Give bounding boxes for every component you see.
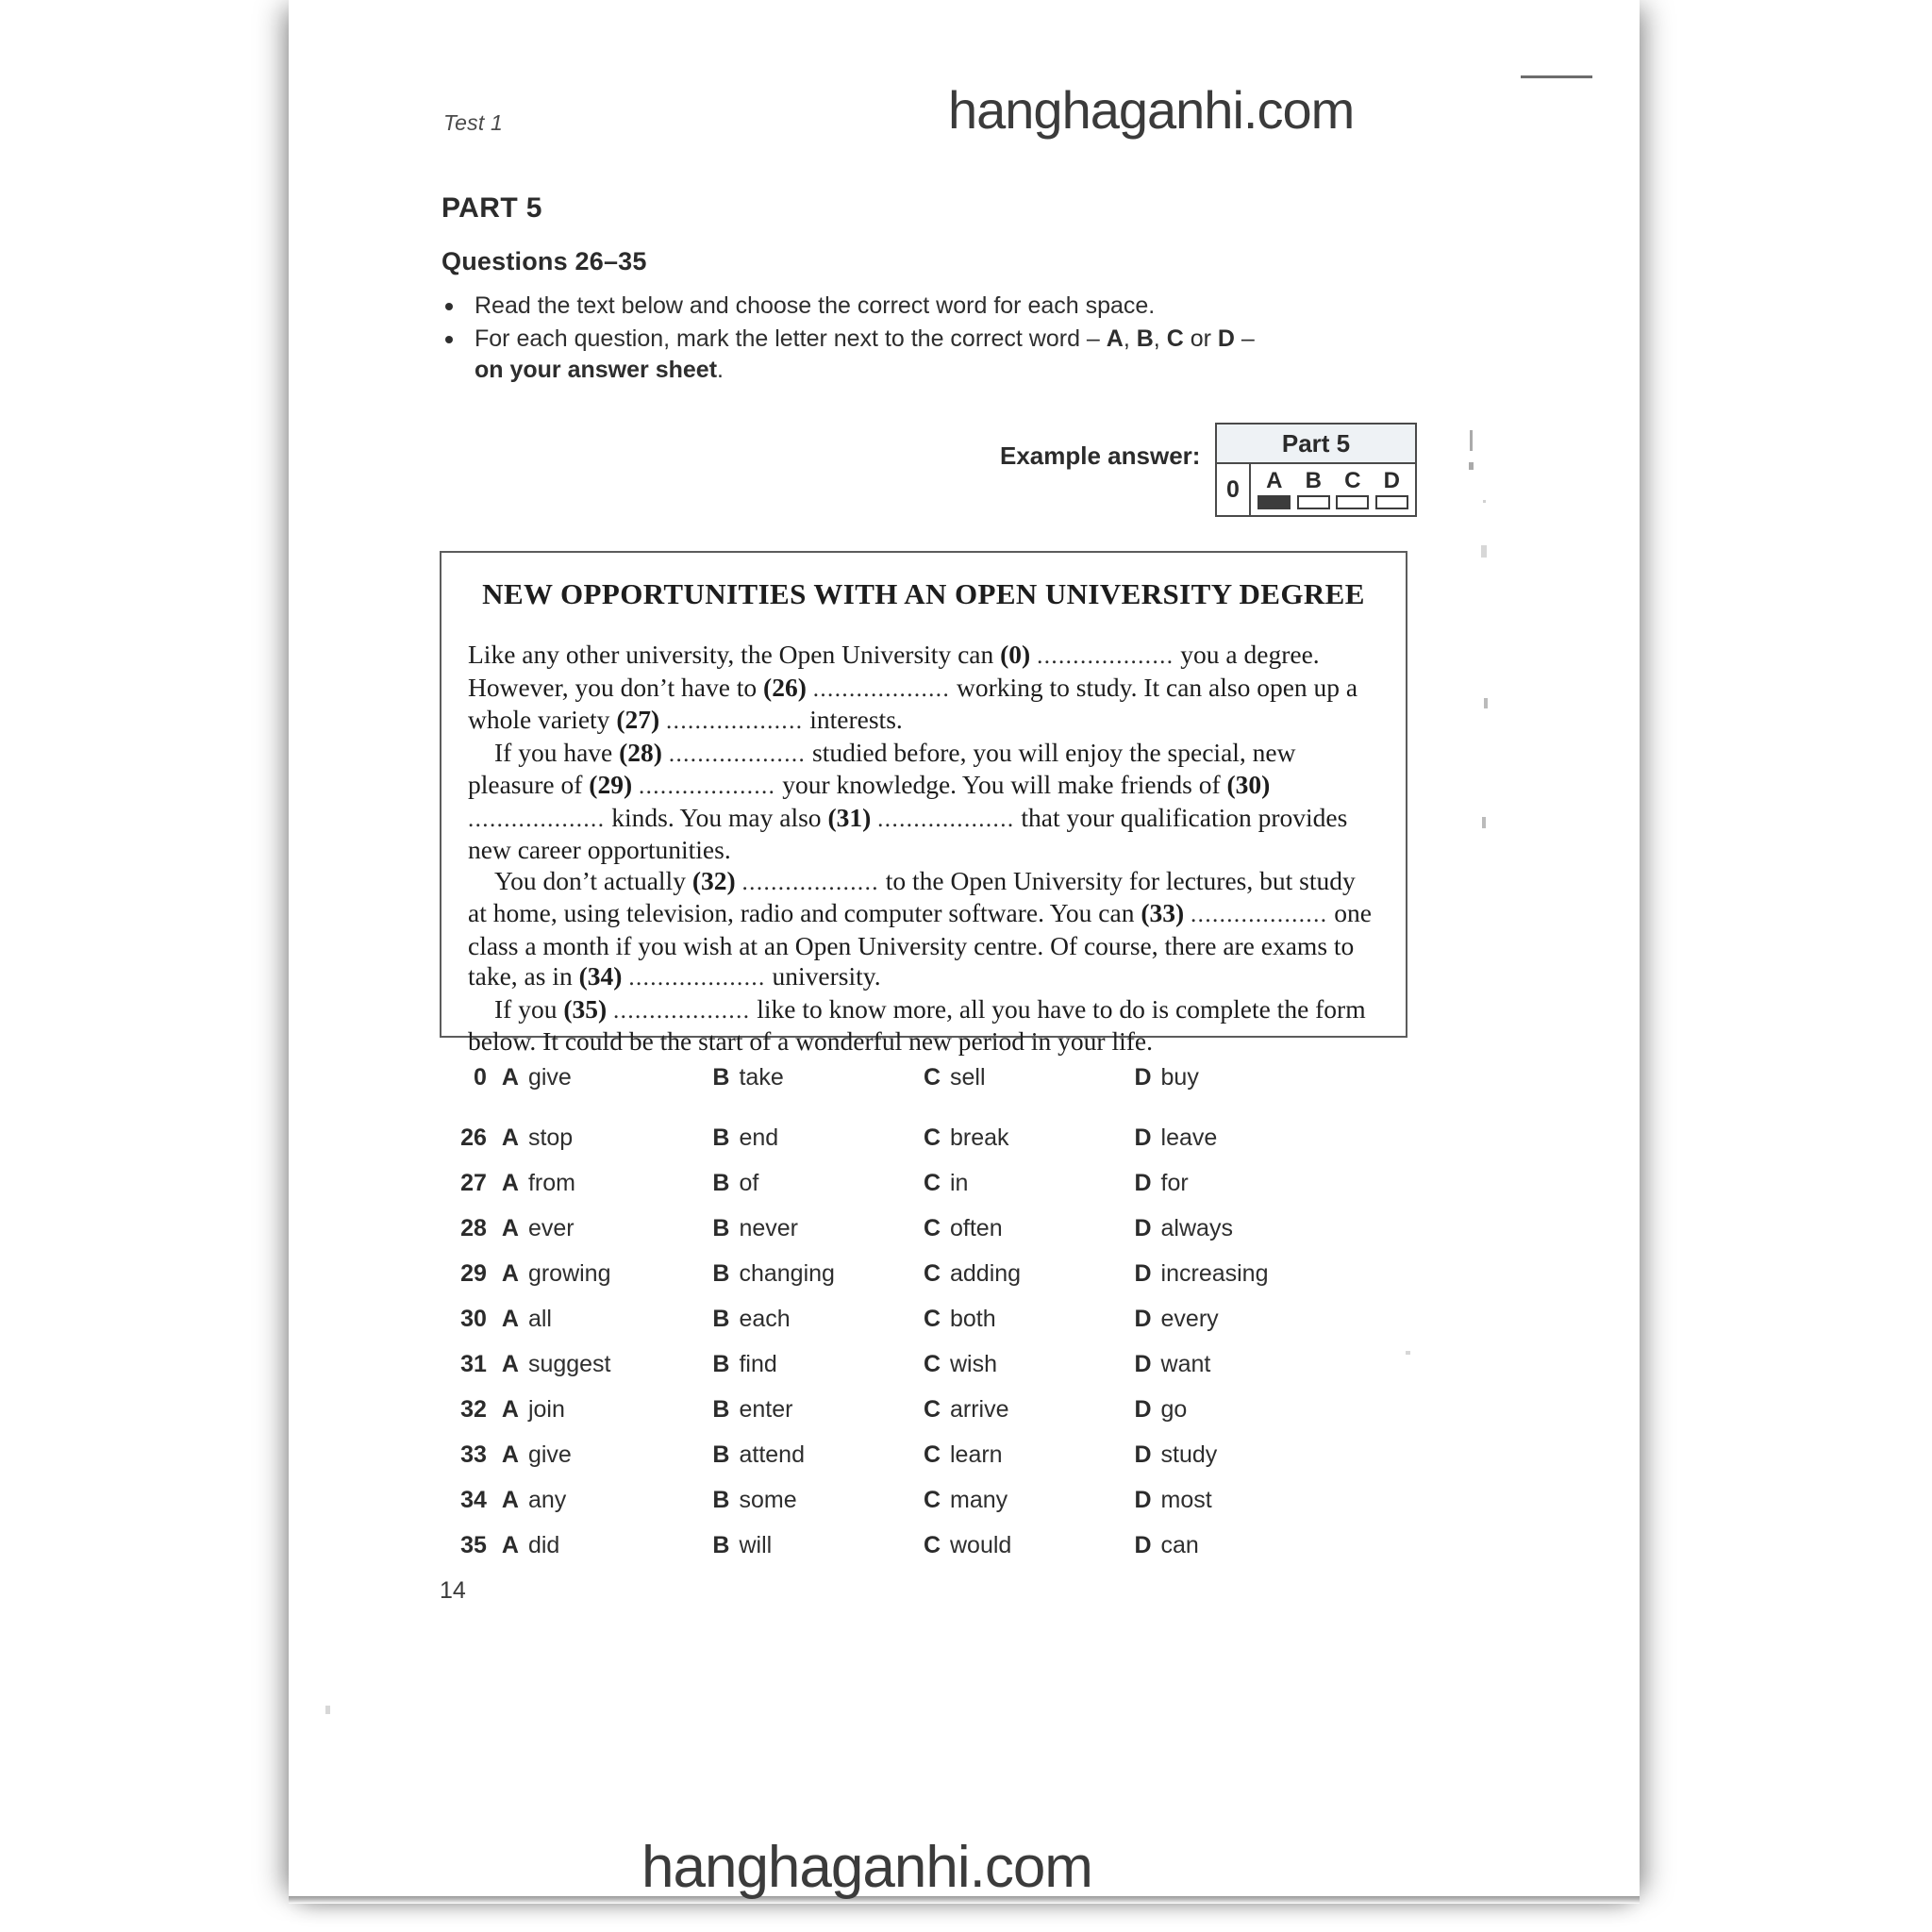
option-row-number: 34 (460, 1487, 487, 1513)
option-word: learn (950, 1441, 1003, 1468)
instruction-bullet-2 (441, 324, 1291, 386)
gap-number: (32) (691, 865, 736, 895)
option-letter: C (923, 1441, 941, 1468)
scan-speckle (1481, 545, 1487, 558)
scan-speckle (325, 1706, 330, 1714)
option-letter: B (712, 1124, 730, 1151)
gap-number: (0) (1000, 640, 1031, 669)
option-letter: A (501, 1170, 519, 1196)
answer-options-table (440, 1064, 1345, 1577)
passage-text: Like any other university, the Open University can (468, 640, 1001, 669)
example-answer-option-d[interactable] (1375, 470, 1408, 509)
page-number: 14 (440, 1577, 466, 1604)
option-word: want (1160, 1351, 1211, 1377)
option-word: any (527, 1487, 567, 1513)
option-row-number: 0 (473, 1064, 487, 1091)
passage-text (632, 770, 639, 799)
option-choice-b[interactable] (712, 1306, 924, 1333)
option-row (440, 1064, 1345, 1109)
passage-text: like to know more, all you have to do is complete the form below. It could be the start of a wonderful new period in your life. (468, 993, 1366, 1056)
option-word: end (739, 1124, 779, 1151)
option-letter: A (501, 1351, 519, 1377)
option-letter: B (712, 1170, 730, 1196)
option-word: some (739, 1487, 797, 1513)
option-letter: D (1134, 1064, 1152, 1091)
gap-number: (35) (563, 993, 608, 1024)
gap-number: (28) (619, 737, 662, 767)
passage-paragraph (468, 640, 1379, 738)
option-row (440, 1487, 1345, 1532)
option-letter: B (712, 1215, 730, 1241)
option-row-number: 35 (460, 1532, 487, 1558)
option-choice-a[interactable] (502, 1487, 713, 1514)
option-letter-a: A (1106, 325, 1124, 352)
option-letter: C (923, 1260, 941, 1287)
passage-paragraph (468, 994, 1379, 1058)
option-row-number: 32 (460, 1396, 487, 1423)
example-answer-option-b[interactable] (1297, 470, 1330, 509)
gap-blank: ................... (468, 806, 606, 832)
option-choice-c[interactable] (924, 1441, 1135, 1469)
example-answer-row-number: 0 (1217, 464, 1251, 515)
option-choice-b[interactable] (712, 1441, 924, 1469)
sep-1: , (1123, 325, 1137, 352)
option-word: join (527, 1396, 565, 1423)
bullet-dot-icon (445, 303, 453, 310)
questions-range: Questions 26–35 (441, 247, 647, 275)
option-word: give (527, 1441, 572, 1468)
option-word: all (527, 1306, 552, 1332)
scan-speckle (1482, 817, 1486, 828)
option-choice-a[interactable] (502, 1215, 713, 1242)
or-word: or (1183, 325, 1218, 352)
option-choice-d[interactable] (1134, 1351, 1345, 1378)
option-choice-a[interactable] (502, 1441, 713, 1469)
gap-blank: ................... (613, 997, 751, 1024)
example-answer-option-a[interactable] (1257, 470, 1291, 509)
option-choice-a[interactable] (502, 1532, 713, 1559)
watermark-bottom: hanghaganhi.com (641, 1835, 1092, 1900)
option-word: did (527, 1532, 560, 1558)
instructions-list (441, 291, 1291, 388)
option-choice-d[interactable] (1134, 1170, 1345, 1197)
option-word: would (950, 1532, 1012, 1558)
option-choice-d[interactable] (1134, 1532, 1345, 1559)
option-choice-a[interactable] (502, 1124, 713, 1152)
passage-box (440, 551, 1407, 1056)
example-option-letter: C (1344, 468, 1361, 493)
option-letter: C (923, 1170, 941, 1196)
option-choice-a[interactable] (502, 1396, 713, 1424)
option-choice-d[interactable] (1134, 1441, 1345, 1469)
option-word: will (739, 1532, 773, 1558)
option-row-number: 33 (460, 1441, 487, 1468)
option-letter: A (501, 1396, 519, 1423)
example-option-letter: B (1305, 468, 1322, 493)
option-word: increasing (1160, 1260, 1269, 1287)
gap-number: (31) (827, 802, 872, 832)
option-choice-c[interactable] (924, 1351, 1135, 1378)
option-word: most (1160, 1487, 1212, 1513)
option-letter: C (923, 1124, 941, 1151)
option-row (440, 1215, 1345, 1260)
gap-number: (33) (1141, 898, 1185, 927)
option-letter: B (712, 1260, 730, 1287)
scan-speckle (1483, 500, 1486, 503)
gap-blank: ................... (1191, 902, 1328, 927)
option-choice-b[interactable] (712, 1170, 924, 1197)
option-word: often (950, 1215, 1003, 1241)
option-letter: A (501, 1441, 519, 1468)
option-letter: C (923, 1396, 941, 1423)
instruction-bullet-1 (441, 291, 1291, 322)
option-row-number: 29 (460, 1260, 487, 1287)
option-word: study (1160, 1441, 1218, 1468)
option-letter: D (1134, 1260, 1152, 1287)
option-choice-c[interactable] (924, 1532, 1135, 1559)
option-letter: D (1134, 1532, 1152, 1558)
option-letter-b: B (1136, 325, 1154, 352)
gap-blank: ................... (668, 741, 807, 767)
option-letter: B (712, 1064, 730, 1091)
gap-number: (29) (589, 770, 633, 799)
option-row (440, 1396, 1345, 1441)
option-word: of (739, 1170, 759, 1196)
option-letter: C (923, 1487, 941, 1513)
passage-title: NEW OPPORTUNITIES WITH AN OPEN UNIVERSITY DEGREE (482, 577, 1365, 610)
option-choice-d[interactable] (1134, 1306, 1345, 1333)
scan-speckle (1406, 1351, 1410, 1355)
option-letter: D (1134, 1487, 1152, 1513)
passage-text: studied before, you will enjoy the special, new pleasure of (468, 737, 1296, 799)
option-letter: B (712, 1487, 730, 1513)
option-choice-b[interactable] (712, 1260, 924, 1288)
option-word: break (950, 1124, 1009, 1151)
option-word: every (1160, 1306, 1219, 1332)
passage-paragraph (468, 866, 1379, 994)
gap-blank: ................... (666, 708, 804, 734)
option-word: take (739, 1064, 784, 1091)
option-choice-c[interactable] (924, 1124, 1135, 1152)
sep-2: , (1153, 325, 1167, 352)
gap-blank: ................... (628, 965, 766, 991)
passage-text: You don’t actually (494, 865, 692, 895)
passage-text: If you have (494, 737, 620, 767)
option-choice-c[interactable] (924, 1487, 1135, 1514)
option-word: arrive (950, 1396, 1009, 1423)
option-word: give (527, 1064, 572, 1091)
option-letter: B (712, 1532, 730, 1558)
option-choice-d[interactable] (1134, 1215, 1345, 1242)
option-choice-d[interactable] (1134, 1487, 1345, 1514)
option-letter: C (923, 1532, 941, 1558)
option-word: find (739, 1351, 777, 1377)
gap-number: (26) (763, 672, 807, 702)
instruction-bullet-2-prefix: For each question, mark the letter next to the correct word – (475, 325, 1107, 352)
gap-blank: ................... (638, 774, 776, 799)
option-row (440, 1532, 1345, 1577)
passage-text (807, 673, 813, 702)
option-letter: A (501, 1260, 519, 1287)
option-word: always (1160, 1215, 1233, 1241)
passage-text (736, 866, 742, 895)
option-row-number: 30 (460, 1306, 487, 1332)
answer-bubble-filled-icon[interactable] (1257, 495, 1291, 509)
option-letter: A (501, 1532, 519, 1558)
option-letter: A (501, 1306, 519, 1332)
option-letter: C (923, 1306, 941, 1332)
answer-bubble-empty-icon[interactable] (1375, 495, 1408, 509)
option-word: buy (1160, 1064, 1199, 1091)
option-letter-c: C (1166, 325, 1184, 352)
example-answer-grid (1215, 423, 1417, 517)
option-word: from (527, 1170, 575, 1196)
option-word: in (950, 1170, 969, 1196)
instruction-bullet-1-text: Read the text below and choose the correct word for each space. (475, 292, 1156, 319)
option-letter: B (712, 1351, 730, 1377)
gap-blank: ................... (812, 675, 951, 702)
option-choice-b[interactable] (712, 1351, 924, 1378)
option-choice-c[interactable] (924, 1306, 1135, 1333)
passage-text: that your qualification provides new career opportunities. (468, 802, 1348, 864)
option-row-number: 28 (460, 1215, 487, 1241)
option-row-number: 26 (460, 1124, 487, 1151)
option-choice-c[interactable] (924, 1260, 1135, 1288)
option-choice-b[interactable] (712, 1064, 924, 1091)
option-word: leave (1160, 1124, 1218, 1151)
option-word: can (1160, 1532, 1199, 1558)
option-letter: D (1134, 1351, 1152, 1377)
passage-text: university. (765, 961, 881, 991)
option-word: suggest (527, 1351, 611, 1377)
passage-text: you a degree. However, you don’t have to (468, 640, 1320, 702)
option-row-number: 31 (460, 1351, 487, 1377)
gap-blank: ................... (741, 869, 879, 895)
option-word: for (1160, 1170, 1189, 1196)
passage-text (659, 705, 666, 734)
gap-number: (27) (616, 705, 660, 734)
option-choice-c[interactable] (924, 1170, 1135, 1197)
option-choice-b[interactable] (712, 1532, 924, 1559)
option-choice-a[interactable] (502, 1170, 713, 1197)
option-letter-d: D (1217, 325, 1235, 352)
option-choice-b[interactable] (712, 1487, 924, 1514)
option-word: each (739, 1306, 791, 1332)
passage-text: one class a month if you wish at an Open University centre. Of course, there are exams to take, as in (468, 898, 1372, 991)
option-choice-d[interactable] (1134, 1064, 1345, 1091)
option-choice-a[interactable] (502, 1351, 713, 1378)
option-word: ever (527, 1215, 575, 1241)
option-letter: A (501, 1124, 519, 1151)
option-choice-c[interactable] (924, 1215, 1135, 1242)
gap-blank: ................... (1037, 643, 1174, 669)
answer-bubble-empty-icon[interactable] (1336, 495, 1369, 509)
option-word: changing (739, 1260, 835, 1287)
option-word: adding (950, 1260, 1022, 1287)
example-answer-options (1251, 464, 1415, 515)
option-row (440, 1306, 1345, 1351)
option-word: sell (950, 1064, 986, 1091)
bullet-dot-icon (445, 336, 453, 343)
option-letter: B (712, 1441, 730, 1468)
example-answer-option-c[interactable] (1336, 470, 1369, 509)
passage-text: working to study. It can also open up a whole variety (468, 672, 1358, 734)
option-choice-b[interactable] (712, 1215, 924, 1242)
option-choice-b[interactable] (712, 1124, 924, 1152)
instruction-bullet-2-line2 (475, 355, 1291, 386)
answer-sheet-emphasis: on your answer sheet (475, 357, 718, 383)
option-word: both (950, 1306, 996, 1332)
scan-speckle (1469, 462, 1474, 470)
option-letter: C (923, 1351, 941, 1377)
part-title: PART 5 (441, 192, 542, 224)
gap-blank: ................... (877, 806, 1015, 832)
option-row-number: 27 (460, 1170, 487, 1196)
example-answer-row (1217, 464, 1415, 515)
option-row (440, 1351, 1345, 1396)
option-letter: D (1134, 1441, 1152, 1468)
passage-text: your knowledge. You will make friends of (775, 770, 1227, 799)
option-letter: C (923, 1064, 941, 1091)
passage-text (1184, 898, 1191, 927)
option-row (440, 1260, 1345, 1306)
passage-text (607, 994, 613, 1024)
option-letter: D (1134, 1306, 1152, 1332)
example-option-letter: A (1266, 468, 1283, 493)
option-letter: A (501, 1487, 519, 1513)
option-choice-b[interactable] (712, 1396, 924, 1424)
test-label: Test 1 (443, 110, 504, 135)
option-letter: D (1134, 1170, 1152, 1196)
option-row (440, 1124, 1345, 1170)
passage-text: If you (494, 993, 564, 1024)
example-option-letter: D (1383, 468, 1400, 493)
example-answer-header: Part 5 (1217, 425, 1415, 464)
option-letter: B (712, 1396, 730, 1423)
instruction-bullet-2-suffix: – (1234, 325, 1255, 352)
option-choice-c[interactable] (924, 1064, 1135, 1091)
example-answer-label: Example answer: (1000, 441, 1201, 470)
option-row (440, 1170, 1345, 1215)
option-letter: A (501, 1064, 519, 1091)
gap-number: (30) (1226, 770, 1271, 799)
option-choice-d[interactable] (1134, 1260, 1345, 1288)
option-letter: A (501, 1215, 519, 1241)
option-choice-c[interactable] (924, 1396, 1135, 1424)
option-letter: D (1134, 1215, 1152, 1241)
passage-paragraph (468, 738, 1379, 866)
option-word: attend (739, 1441, 805, 1468)
option-word: stop (527, 1124, 574, 1151)
option-choice-d[interactable] (1134, 1396, 1345, 1424)
option-choice-a[interactable] (502, 1306, 713, 1333)
option-word: wish (950, 1351, 998, 1377)
option-word: many (950, 1487, 1008, 1513)
option-letter: C (923, 1215, 941, 1241)
option-word: growing (527, 1260, 611, 1287)
answer-sheet-period: . (717, 357, 724, 383)
option-choice-a[interactable] (502, 1064, 713, 1091)
option-letter: D (1134, 1396, 1152, 1423)
watermark-top: hanghaganhi.com (948, 80, 1355, 140)
passage-text: interests. (803, 705, 903, 734)
option-letter: D (1134, 1124, 1152, 1151)
option-choice-a[interactable] (502, 1260, 713, 1288)
scan-speckle (1470, 430, 1473, 451)
passage-text: kinds. You may also (605, 802, 828, 832)
option-letter: B (712, 1306, 730, 1332)
passage-text (662, 738, 669, 767)
option-choice-d[interactable] (1134, 1124, 1345, 1152)
answer-bubble-empty-icon[interactable] (1297, 495, 1330, 509)
corner-tick-mark (1521, 75, 1592, 78)
option-row (440, 1441, 1345, 1487)
option-word: go (1160, 1396, 1188, 1423)
option-word: never (739, 1215, 799, 1241)
passage-text: to the Open University for lectures, but study at home, using television, radio and computer software. You can (468, 865, 1356, 927)
passage-body (468, 640, 1379, 1058)
option-word: enter (739, 1396, 793, 1423)
gap-number: (34) (578, 961, 623, 991)
scan-speckle (1484, 698, 1488, 708)
